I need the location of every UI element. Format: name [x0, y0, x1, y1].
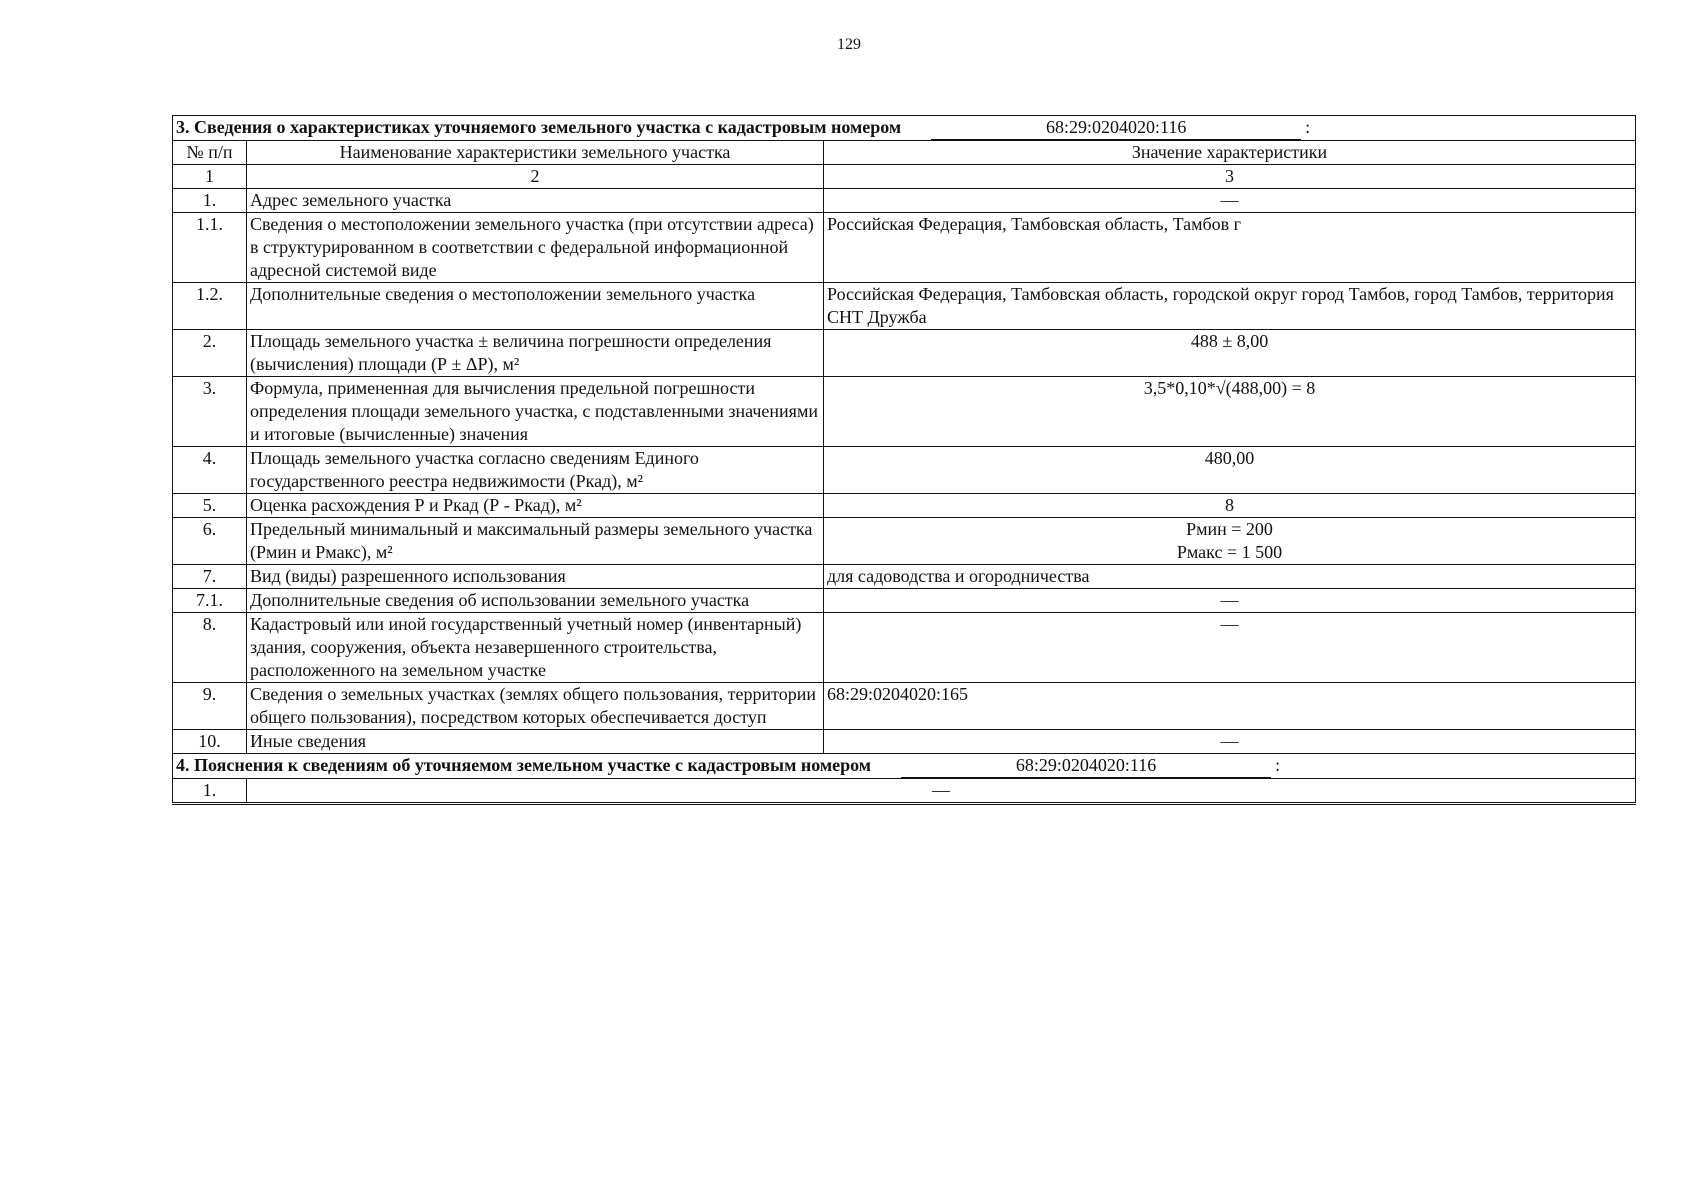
row-num: 10. [173, 730, 247, 754]
row-num: 7.1. [173, 589, 247, 613]
row-num: 2. [173, 330, 247, 377]
table-row [173, 330, 1636, 377]
row-num: 5. [173, 494, 247, 518]
row-num: 4. [173, 447, 247, 494]
row-value: 8 [824, 494, 1636, 518]
row-value: 68:29:0204020:165 [824, 683, 1636, 730]
row-value-max: Рмакс = 1 500 [1176, 542, 1283, 562]
section3-title: 3. Сведения о характеристиках уточняемого земельного участка с кадастровым номером [176, 117, 902, 137]
section4-row [173, 779, 1636, 804]
row-value: — [824, 730, 1636, 754]
header-value: Значение характеристики [824, 141, 1636, 165]
header-number-2: 2 [247, 165, 824, 189]
header-number-1: 1 [173, 165, 247, 189]
section3-title-cell [173, 116, 1636, 141]
table-row [173, 213, 1636, 283]
section3-title-row [173, 116, 1636, 141]
section4-title-cell [173, 754, 1636, 779]
row-value: — [824, 613, 1636, 683]
table-row [173, 377, 1636, 447]
row-name: Кадастровый или иной государственный учетный номер (инвентарный) здания, сооружения, объекта незавершенного строительства, расположенного на земельном участке [247, 613, 824, 683]
row-num: 1. [173, 189, 247, 213]
section4-title-row [173, 754, 1636, 779]
header-name: Наименование характеристики земельного участка [247, 141, 824, 165]
table-row [173, 565, 1636, 589]
table-row [173, 730, 1636, 754]
row-name: Оценка расхождения Р и Ркад (Р - Ркад), м² [247, 494, 824, 518]
row-value: Российская Федерация, Тамбовская область, Тамбов г [824, 213, 1636, 283]
row-num: 9. [173, 683, 247, 730]
row-value: для садоводства и огородничества [824, 565, 1636, 589]
section4-row-value: — [247, 779, 1636, 804]
row-name: Вид (виды) разрешенного использования [247, 565, 824, 589]
page-number: 129 [837, 36, 861, 53]
header-number-3: 3 [824, 165, 1636, 189]
row-name: Формула, примененная для вычисления предельной погрешности определения площади земельного участка, с подставленными значениями и итоговые (вычисленные) значения [247, 377, 824, 447]
row-value: 3,5*0,10*√(488,00) = 8 [824, 377, 1636, 447]
section3-cadastral-number: 68:29:0204020:116 [931, 116, 1301, 140]
header-numbers-row [173, 165, 1636, 189]
row-num: 3. [173, 377, 247, 447]
table-row [173, 447, 1636, 494]
row-name: Площадь земельного участка ± величина погрешности определения (вычисления) площади (Р ± ΔР), м² [247, 330, 824, 377]
row-num: 8. [173, 613, 247, 683]
row-num: 6. [173, 518, 247, 565]
row-value: 480,00 [824, 447, 1636, 494]
row-value: — [824, 189, 1636, 213]
row-name: Дополнительные сведения об использовании земельного участка [247, 589, 824, 613]
table-row [173, 518, 1636, 565]
row-value: Российская Федерация, Тамбовская область, городской округ город Тамбов, город Тамбов, территория СНТ Дружба [824, 283, 1636, 330]
cadastral-info-table [172, 115, 1636, 805]
table-row [173, 189, 1636, 213]
section4-colon: : [1275, 755, 1281, 775]
row-num: 1.2. [173, 283, 247, 330]
table-row [173, 613, 1636, 683]
row-num: 7. [173, 565, 247, 589]
row-value-min: Рмин = 200 [1186, 519, 1273, 539]
table-row [173, 494, 1636, 518]
row-name: Дополнительные сведения о местоположении земельного участка [247, 283, 824, 330]
section4-cadastral-number: 68:29:0204020:116 [901, 754, 1271, 778]
header-row [173, 141, 1636, 165]
row-num: 1.1. [173, 213, 247, 283]
row-name: Сведения о местоположении земельного участка (при отсутствии адреса) в структурированном в соответствии с федеральной информационной адресной системой виде [247, 213, 824, 283]
row-value-minmax [824, 518, 1636, 565]
row-name: Адрес земельного участка [247, 189, 824, 213]
row-value: 488 ± 8,00 [824, 330, 1636, 377]
row-name: Иные сведения [247, 730, 824, 754]
row-name: Площадь земельного участка согласно сведениям Единого государственного реестра недвижимости (Ркад), м² [247, 447, 824, 494]
table-row [173, 283, 1636, 330]
section4-row-num: 1. [173, 779, 247, 804]
row-name: Сведения о земельных участках (землях общего пользования, территории общего пользования), посредством которых обеспечивается доступ [247, 683, 824, 730]
section3-colon: : [1305, 117, 1311, 137]
row-value: — [824, 589, 1636, 613]
row-name: Предельный минимальный и максимальный размеры земельного участка (Рмин и Рмакс), м² [247, 518, 824, 565]
section4-title: 4. Пояснения к сведениям об уточняемом земельном участке с кадастровым номером [176, 755, 872, 775]
table-row [173, 589, 1636, 613]
table-row [173, 683, 1636, 730]
header-num: № п/п [173, 141, 247, 165]
